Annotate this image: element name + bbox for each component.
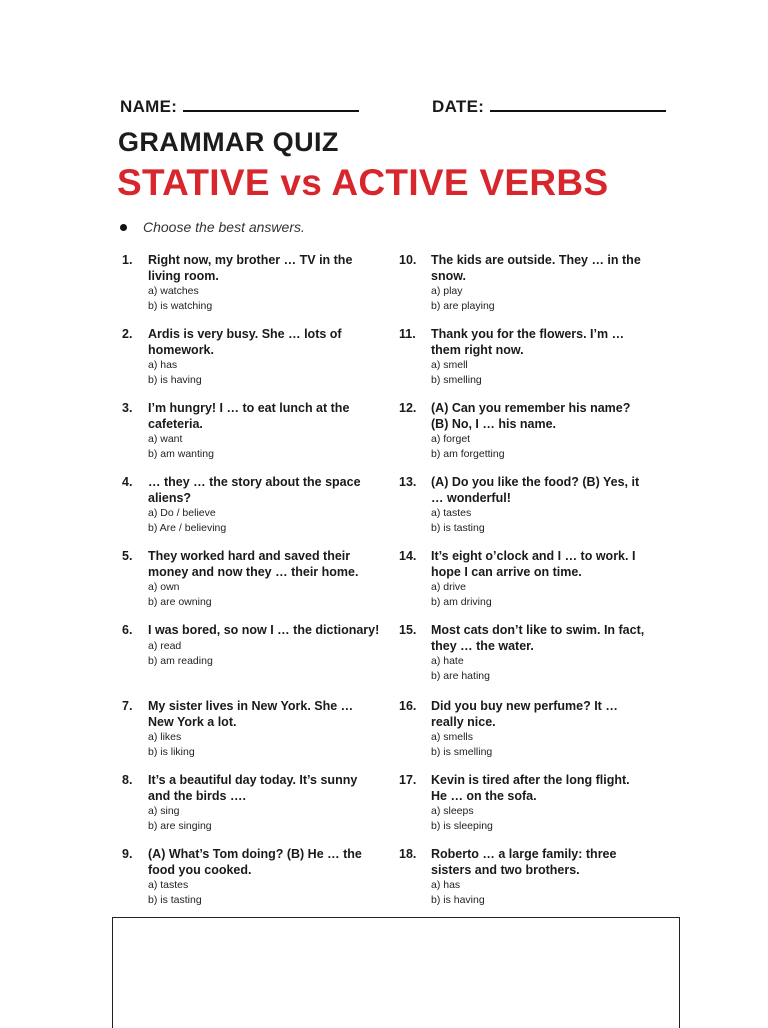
question-number: 10.	[399, 253, 417, 267]
answer-option-a[interactable]: a) want	[148, 433, 183, 445]
question-number: 15.	[399, 623, 417, 637]
question-text: Thank you for the flowers. I’m … them right now.	[431, 327, 625, 357]
question-number: 4.	[122, 475, 133, 489]
answer-option-b[interactable]: b) are singing	[148, 820, 212, 832]
answer-option-a[interactable]: a) sleeps	[431, 805, 474, 817]
answer-option-a[interactable]: a) sing	[148, 805, 180, 817]
question-item	[399, 549, 649, 610]
question-text: (A) Do you like the food? (B) Yes, it … wonderful!	[431, 475, 640, 505]
bullet-icon	[120, 224, 127, 231]
name-field[interactable]	[120, 97, 359, 117]
answer-option-b[interactable]: b) is having	[148, 374, 202, 386]
question-item	[122, 699, 380, 760]
question-text: Roberto … a large family: three sisters and two brothers.	[431, 847, 617, 877]
question-text: They worked hard and saved their money and now they … their home.	[148, 549, 359, 579]
footer-box	[112, 917, 680, 1028]
question-text: The kids are outside. They … in the snow.	[431, 253, 641, 283]
answer-option-b[interactable]: b) is tasting	[431, 522, 485, 534]
question-text: (A) What’s Tom doing? (B) He … the food you cooked.	[148, 847, 362, 877]
question-number: 14.	[399, 549, 417, 563]
date-blank-line[interactable]	[490, 110, 666, 112]
answer-option-b[interactable]: b) am driving	[431, 596, 492, 608]
question-text: Right now, my brother … TV in the living room.	[148, 253, 353, 283]
question-text: It’s a beautiful day today. It’s sunny and the birds ….	[148, 773, 358, 803]
answer-option-b[interactable]: b) is sleeping	[431, 820, 493, 832]
question-item	[122, 773, 380, 834]
answer-option-a[interactable]: a) play	[431, 285, 463, 297]
answer-option-b[interactable]: b) am reading	[148, 654, 213, 667]
question-number: 13.	[399, 475, 417, 489]
answer-option-a[interactable]: a) hate	[431, 655, 464, 667]
quiz-subtitle: STATIVE vs ACTIVE VERBS	[117, 162, 609, 203]
answer-option-a[interactable]: a) has	[148, 359, 178, 371]
question-number: 1.	[122, 253, 133, 267]
question-item	[399, 773, 649, 834]
answer-option-a[interactable]: a) Do / believe	[148, 507, 216, 519]
answer-option-b[interactable]: b) are playing	[431, 300, 495, 312]
answer-option-b[interactable]: b) is liking	[148, 746, 195, 758]
question-number: 11.	[399, 327, 416, 341]
question-item	[122, 549, 380, 610]
answer-option-a[interactable]: a) smells	[431, 731, 474, 743]
answer-option-a[interactable]: a) tastes	[431, 507, 472, 519]
date-field[interactable]	[432, 97, 666, 117]
question-number: 17.	[399, 773, 417, 787]
question-text: Ardis is very busy. She … lots of homework.	[148, 327, 342, 357]
answer-option-b[interactable]: b) are owning	[148, 596, 212, 608]
question-item	[122, 253, 380, 314]
question-item	[399, 253, 649, 314]
question-item	[399, 699, 649, 760]
answer-option-b[interactable]: b) is smelling	[431, 746, 493, 758]
question-item	[122, 475, 380, 536]
question-item	[122, 327, 380, 388]
answer-option-b[interactable]: b) smelling	[431, 374, 482, 386]
answer-option-b[interactable]: b) is having	[431, 894, 485, 906]
question-number: 2.	[122, 327, 133, 341]
answer-option-b[interactable]: b) is watching	[148, 300, 213, 312]
answer-option-a[interactable]: a) likes	[148, 731, 182, 743]
question-text: I was bored, so now I … the dictionary!	[148, 623, 380, 637]
date-label: DATE:	[432, 97, 485, 116]
name-label: NAME:	[120, 97, 178, 116]
answer-option-a[interactable]: a) read	[148, 639, 182, 652]
answer-option-b[interactable]: b) am wanting	[148, 448, 214, 460]
question-text: It’s eight o’clock and I … to work. I hope I can arrive on time.	[431, 549, 636, 579]
answer-option-b[interactable]: b) are hating	[431, 670, 490, 682]
name-blank-line[interactable]	[183, 110, 359, 112]
question-number: 9.	[122, 847, 133, 861]
question-number: 18.	[399, 847, 417, 861]
answer-option-a[interactable]: a) tastes	[148, 879, 189, 891]
answer-option-a[interactable]: a) drive	[431, 581, 467, 593]
question-text: My sister lives in New York. She … New York a lot.	[148, 699, 354, 729]
quiz-title: GRAMMAR QUIZ	[118, 127, 339, 157]
question-item	[399, 401, 649, 462]
question-item	[399, 623, 649, 684]
question-number: 12.	[399, 401, 417, 415]
question-text: Most cats don’t like to swim. In fact, they … the water.	[431, 623, 645, 653]
question-number: 5.	[122, 549, 133, 563]
answer-option-b[interactable]: b) is tasting	[148, 894, 202, 906]
answer-option-b[interactable]: b) Are / believing	[148, 522, 227, 534]
question-item	[399, 847, 649, 908]
question-text: … they … the story about the space aliens?	[148, 475, 361, 505]
question-text: Did you buy new perfume? It … really nice.	[431, 699, 618, 729]
question-item	[399, 327, 649, 388]
question-text: Kevin is tired after the long flight. He … on the sofa.	[431, 773, 630, 803]
question-text: I’m hungry! I … to eat lunch at the cafeteria.	[148, 401, 350, 431]
answer-option-a[interactable]: a) forget	[431, 433, 471, 445]
question-number: 6.	[122, 623, 133, 637]
question-item	[122, 847, 380, 908]
answer-option-a[interactable]: a) smell	[431, 359, 468, 371]
instructions-text: Choose the best answers.	[143, 219, 305, 235]
question-number: 8.	[122, 773, 133, 787]
instructions	[120, 219, 305, 235]
question-number: 16.	[399, 699, 417, 713]
answer-option-b[interactable]: b) am forgetting	[431, 448, 505, 460]
question-number: 7.	[122, 699, 133, 713]
answer-option-a[interactable]: a) watches	[148, 285, 199, 297]
question-number: 3.	[122, 401, 133, 415]
question-item	[122, 401, 380, 462]
question-item	[122, 623, 380, 669]
question-item	[399, 475, 649, 536]
question-text: (A) Can you remember his name? (B) No, I … his name.	[431, 401, 631, 431]
answer-option-a[interactable]: a) own	[148, 581, 180, 593]
answer-option-a[interactable]: a) has	[431, 879, 461, 891]
